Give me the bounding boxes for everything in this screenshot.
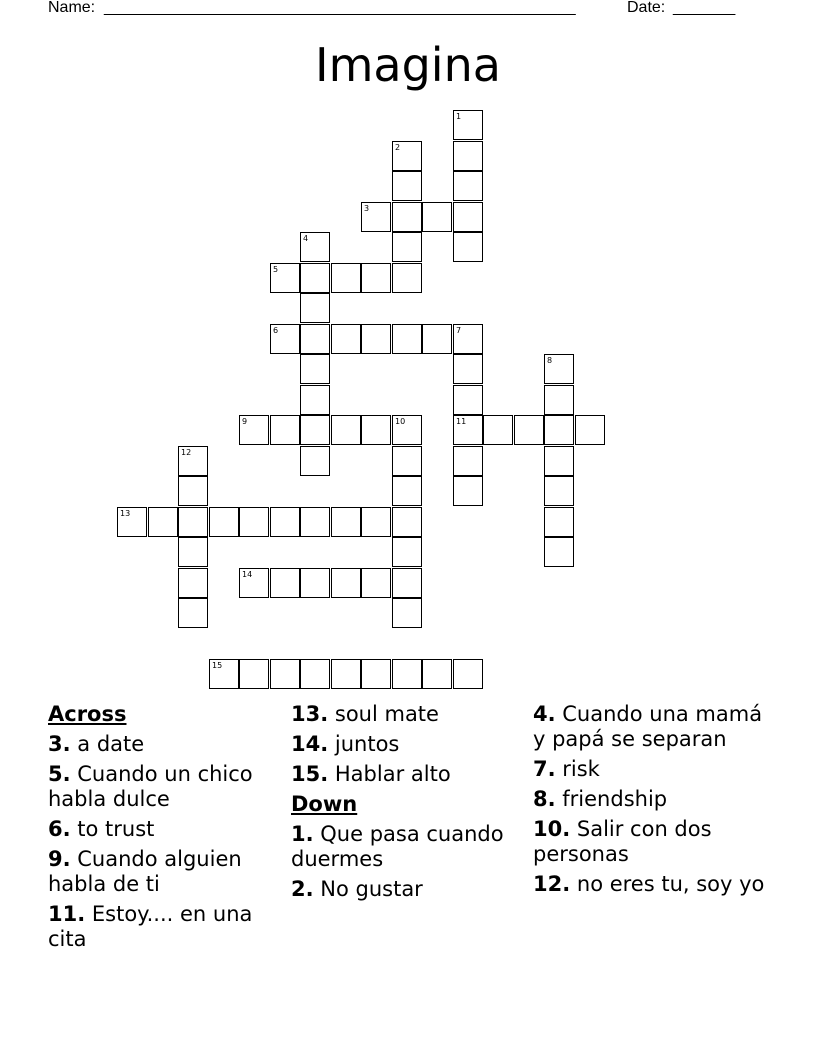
- grid-cell[interactable]: [117, 507, 147, 537]
- grid-cell[interactable]: [300, 385, 330, 415]
- grid-cell[interactable]: [544, 354, 574, 384]
- clue-text: Cuando una mamá y papá se separan: [533, 702, 763, 751]
- grid-cell[interactable]: [483, 415, 513, 445]
- clue-across-3: [48, 732, 280, 757]
- clue-across-11: [48, 902, 280, 952]
- grid-cell[interactable]: [331, 415, 361, 445]
- clue-text: to trust: [70, 817, 155, 841]
- clue-text: no eres tu, soy yo: [570, 872, 765, 896]
- grid-cell[interactable]: [392, 568, 422, 598]
- cell-number: 14: [242, 570, 253, 579]
- grid-cell[interactable]: [453, 110, 483, 140]
- grid-cell[interactable]: [392, 446, 422, 476]
- grid-cell[interactable]: [239, 507, 269, 537]
- grid-cell[interactable]: [453, 324, 483, 354]
- clue-text: Que pasa cuando duermes: [291, 822, 504, 871]
- grid-cell[interactable]: [270, 659, 300, 689]
- grid-cell[interactable]: [544, 446, 574, 476]
- grid-cell[interactable]: [392, 415, 422, 445]
- clue-across-5: [48, 762, 280, 812]
- clue-text: soul mate: [328, 702, 439, 726]
- grid-cell[interactable]: [453, 171, 483, 201]
- clue-down-10: [533, 817, 765, 867]
- grid-cell[interactable]: [300, 293, 330, 323]
- clue-down-8: [533, 787, 765, 812]
- clue-text: Cuando un chico habla dulce: [48, 762, 253, 811]
- grid-cell[interactable]: [392, 537, 422, 567]
- grid-cell[interactable]: [422, 202, 452, 232]
- grid-cell[interactable]: [544, 476, 574, 506]
- grid-cell[interactable]: [270, 507, 300, 537]
- clue-across-14: [291, 732, 523, 757]
- cell-number: 6: [273, 326, 279, 335]
- clue-text: Cuando alguien habla de ti: [48, 847, 242, 896]
- clues-column-1: [48, 702, 280, 957]
- grid-cell[interactable]: [361, 507, 391, 537]
- cell-number: 9: [242, 417, 248, 426]
- grid-cell[interactable]: [331, 507, 361, 537]
- grid-cell[interactable]: [361, 263, 391, 293]
- grid-cell[interactable]: [544, 507, 574, 537]
- grid-cell[interactable]: [270, 568, 300, 598]
- clue-number: 4.: [533, 702, 556, 726]
- clue-text: Hablar alto: [328, 762, 451, 786]
- grid-cell[interactable]: [544, 385, 574, 415]
- grid-cell[interactable]: [392, 263, 422, 293]
- clue-down-12: [533, 872, 765, 897]
- grid-cell[interactable]: [453, 385, 483, 415]
- cell-number: 8: [547, 356, 553, 365]
- clue-number: 11.: [48, 902, 86, 926]
- grid-cell[interactable]: [422, 324, 452, 354]
- grid-cell[interactable]: [392, 141, 422, 171]
- cell-number: 7: [456, 326, 462, 335]
- cell-number: 3: [364, 204, 370, 213]
- clue-text: Estoy.... en una cita: [48, 902, 253, 951]
- grid-cell[interactable]: [178, 507, 208, 537]
- grid-cell[interactable]: [453, 659, 483, 689]
- grid-cell[interactable]: [331, 324, 361, 354]
- grid-cell[interactable]: [178, 446, 208, 476]
- grid-cell[interactable]: [392, 202, 422, 232]
- cell-number: 13: [120, 509, 131, 518]
- grid-cell[interactable]: [361, 202, 391, 232]
- grid-cell[interactable]: [209, 659, 239, 689]
- grid-cell[interactable]: [331, 568, 361, 598]
- grid-cell[interactable]: [270, 415, 300, 445]
- clue-number: 1.: [291, 822, 314, 846]
- grid-cell[interactable]: [392, 171, 422, 201]
- cell-number: 15: [212, 661, 223, 670]
- grid-cell[interactable]: [392, 598, 422, 628]
- clue-number: 2.: [291, 877, 314, 901]
- clue-number: 13.: [291, 702, 329, 726]
- clue-number: 3.: [48, 732, 71, 756]
- clue-text: Salir con dos personas: [533, 817, 712, 866]
- clue-text: juntos: [328, 732, 400, 756]
- puzzle-title: Imagina: [315, 38, 501, 92]
- grid-cell[interactable]: [178, 598, 208, 628]
- grid-cell[interactable]: [453, 476, 483, 506]
- grid-cell[interactable]: [300, 446, 330, 476]
- grid-cell[interactable]: [544, 537, 574, 567]
- grid-cell[interactable]: [239, 415, 269, 445]
- clue-number: 8.: [533, 787, 556, 811]
- clue-across-15: [291, 762, 523, 787]
- clues-column-2: [291, 702, 523, 907]
- down-heading: Down: [291, 792, 358, 816]
- clues-column-3: [533, 702, 765, 902]
- grid-cell[interactable]: [300, 415, 330, 445]
- clue-number: 10.: [533, 817, 571, 841]
- grid-cell[interactable]: [453, 202, 483, 232]
- clue-text: friendship: [555, 787, 668, 811]
- clue-number: 15.: [291, 762, 329, 786]
- cell-number: 11: [456, 417, 467, 426]
- cell-number: 12: [181, 448, 192, 457]
- clue-down-4: [533, 702, 765, 752]
- grid-cell[interactable]: [453, 141, 483, 171]
- worksheet-header: [48, 0, 748, 21]
- grid-cell[interactable]: [300, 324, 330, 354]
- grid-cell[interactable]: [422, 659, 452, 689]
- grid-cell[interactable]: [361, 568, 391, 598]
- grid-cell[interactable]: [331, 659, 361, 689]
- grid-cell[interactable]: [300, 568, 330, 598]
- grid-cell[interactable]: [392, 476, 422, 506]
- clue-down-1: [291, 822, 523, 872]
- grid-cell[interactable]: [148, 507, 178, 537]
- grid-cell[interactable]: [544, 415, 574, 445]
- grid-cell[interactable]: [453, 232, 483, 262]
- cell-number: 10: [395, 417, 406, 426]
- clue-number: 14.: [291, 732, 329, 756]
- grid-cell[interactable]: [239, 659, 269, 689]
- clue-down-7: [533, 757, 765, 782]
- date-label: Date:: [627, 0, 666, 16]
- grid-cell[interactable]: [178, 537, 208, 567]
- clue-across-13: [291, 702, 523, 727]
- cell-number: 5: [273, 265, 279, 274]
- grid-cell[interactable]: [300, 232, 330, 262]
- grid-cell[interactable]: [300, 354, 330, 384]
- cell-number: 1: [456, 112, 462, 121]
- clue-number: 9.: [48, 847, 71, 871]
- grid-cell[interactable]: [453, 354, 483, 384]
- clue-number: 6.: [48, 817, 71, 841]
- clue-text: risk: [555, 757, 600, 781]
- grid-cell[interactable]: [453, 415, 483, 445]
- grid-cell[interactable]: [392, 324, 422, 354]
- date-field-line: _______: [673, 0, 736, 16]
- grid-cell[interactable]: [361, 659, 391, 689]
- grid-cell[interactable]: [300, 263, 330, 293]
- grid-cell[interactable]: [270, 324, 300, 354]
- grid-cell[interactable]: [392, 232, 422, 262]
- grid-cell[interactable]: [453, 446, 483, 476]
- clue-number: 5.: [48, 762, 71, 786]
- grid-cell[interactable]: [392, 659, 422, 689]
- cell-number: 2: [395, 143, 401, 152]
- grid-cell[interactable]: [514, 415, 544, 445]
- cell-number: 4: [303, 234, 309, 243]
- across-heading: Across: [48, 702, 127, 726]
- name-label: Name:: [48, 0, 96, 16]
- clue-across-9: [48, 847, 280, 897]
- grid-cell[interactable]: [209, 507, 239, 537]
- grid-cell[interactable]: [361, 415, 391, 445]
- grid-cell[interactable]: [331, 263, 361, 293]
- grid-cell[interactable]: [575, 415, 605, 445]
- name-field-line: _____________________________________________________: [104, 0, 576, 16]
- clue-number: 7.: [533, 757, 556, 781]
- grid-cell[interactable]: [300, 659, 330, 689]
- grid-cell[interactable]: [178, 476, 208, 506]
- grid-cell[interactable]: [392, 507, 422, 537]
- grid-cell[interactable]: [178, 568, 208, 598]
- grid-cell[interactable]: [300, 507, 330, 537]
- grid-cell[interactable]: [361, 324, 391, 354]
- clue-number: 12.: [533, 872, 571, 896]
- grid-cell[interactable]: [239, 568, 269, 598]
- clue-down-2: [291, 877, 523, 902]
- clue-text: a date: [70, 732, 145, 756]
- clue-text: No gustar: [313, 877, 423, 901]
- clue-across-6: [48, 817, 280, 842]
- grid-cell[interactable]: [270, 263, 300, 293]
